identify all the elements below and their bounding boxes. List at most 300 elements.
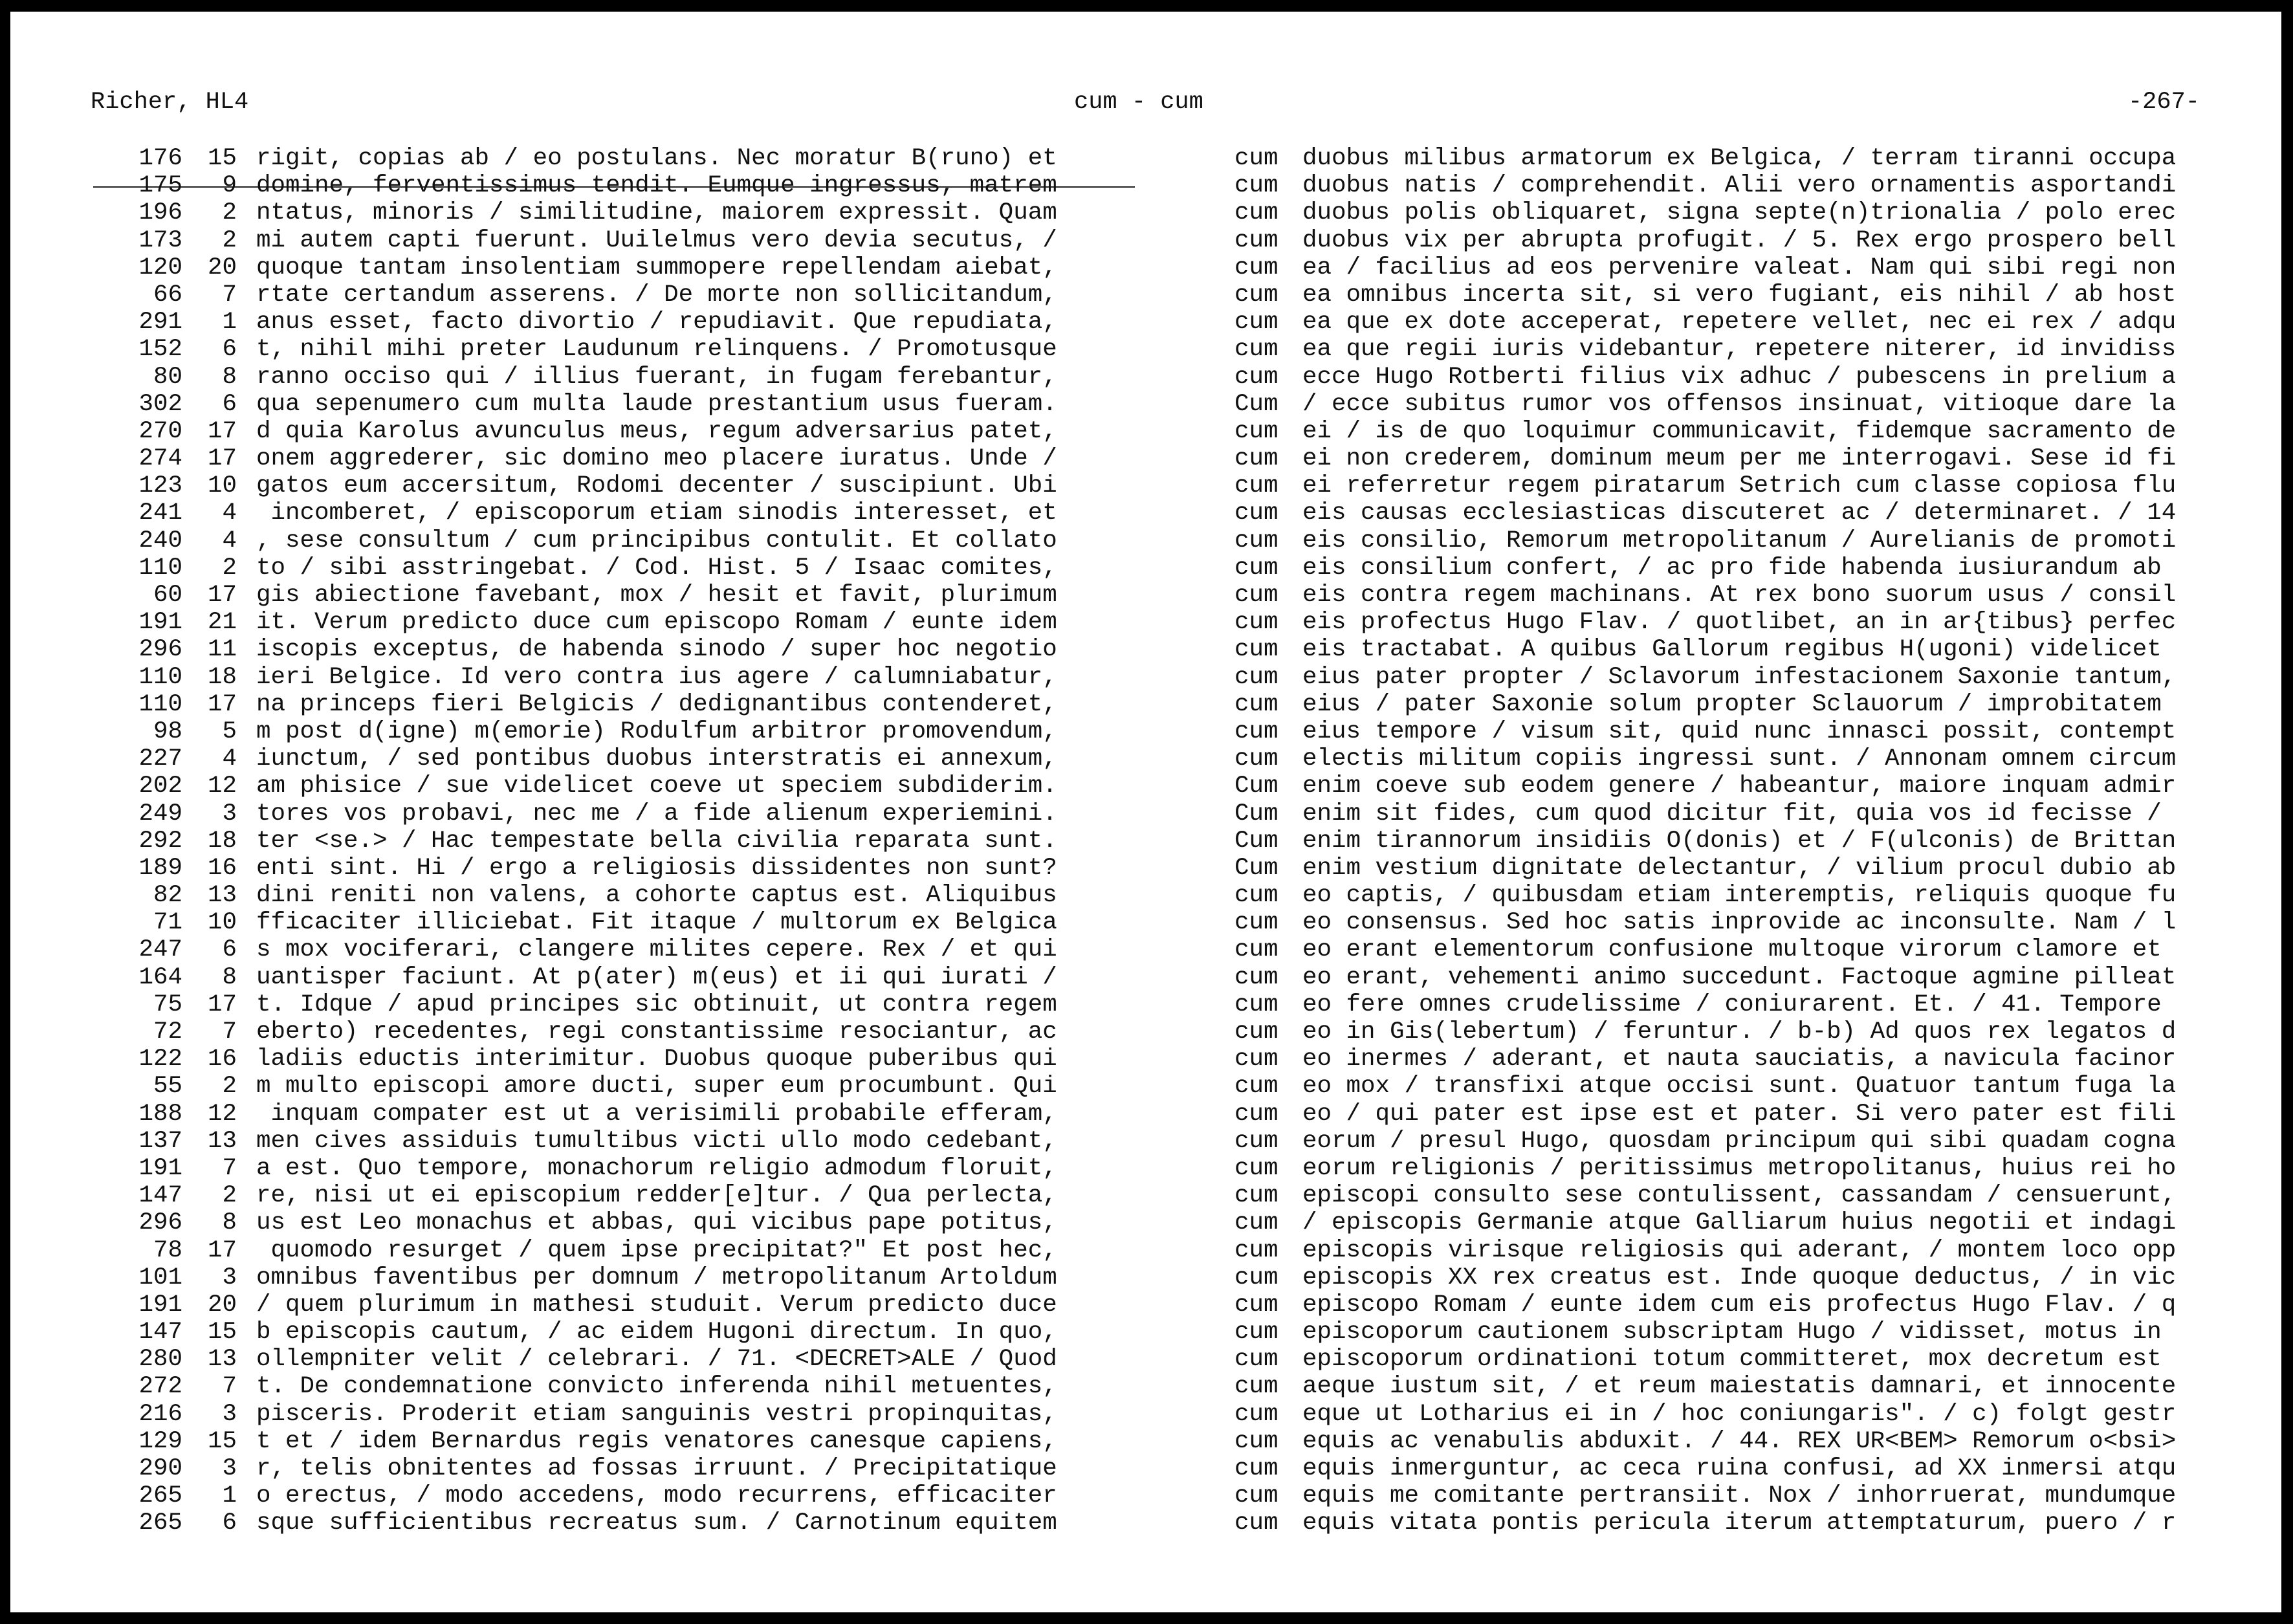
page-number-ref: 241 (138, 499, 182, 527)
left-context: men cives assiduis tumultibus victi ullo modo cedebant, (256, 1127, 1057, 1155)
left-context: o erectus, / modo accedens, modo recurrens, efficaciter (256, 1482, 1057, 1510)
keyword: cum (1234, 1018, 1278, 1046)
page-number-ref: 296 (138, 1209, 182, 1237)
right-context: electis militum copiis ingressi sunt. / Annonam omnem circum (1302, 745, 2177, 773)
left-context: uantisper faciunt. At p(ater) m(eus) et ii qui iurati / (256, 963, 1057, 991)
line-number-ref: 3 (222, 800, 237, 828)
right-context: eius pater propter / Sclavorum infestacionem Saxonie tantum, (1302, 663, 2177, 691)
left-context: ter <se.> / Hac tempestate bella civilia reparata sunt. (256, 827, 1057, 855)
concordance-row (10, 1428, 2281, 1455)
line-number-ref: 17 (207, 690, 237, 718)
right-context: eis profectus Hugo Flav. / quotlibet, an in ar{tibus} perfec (1302, 609, 2177, 637)
right-context: eo / qui pater est ipse est et pater. Si vero pater est fili (1302, 1100, 2177, 1128)
keyword: cum (1234, 1127, 1278, 1155)
left-context: anus esset, facto divortio / repudiavit. Que repudiata, (256, 309, 1057, 336)
keyword: cum (1234, 936, 1278, 964)
right-context: eo erant, vehementi animo succedunt. Factoque agmine pilleat (1302, 963, 2177, 991)
keyword: cum (1234, 1264, 1278, 1291)
right-context: ei / is de quo loquimur communicavit, fidemque sacramento de (1302, 417, 2177, 445)
right-context: eo mox / transfixi atque occisi sunt. Quatuor tantum fuga la (1302, 1073, 2177, 1101)
right-context: eo in Gis(lebertum) / feruntur. / b-b) Ad quos rex legatos d (1302, 1018, 2177, 1046)
right-context: aeque iustum sit, / et reum maiestatis damnari, et innocente (1302, 1373, 2177, 1401)
right-context: eis consilium confert, / ac pro fide habenda iusiurandum ab (1302, 554, 2162, 582)
page-number-ref: 122 (138, 1046, 182, 1073)
concordance-row (10, 1018, 2281, 1046)
line-number-ref: 1 (222, 1482, 237, 1510)
line-number-ref: 8 (222, 963, 237, 991)
left-context: t, nihil mihi preter Laudunum relinquens. / Promotusque (256, 336, 1057, 364)
concordance-row (10, 1101, 2281, 1128)
keyword: cum (1234, 1319, 1278, 1346)
left-context: b episcopis cautum, / ac eidem Hugoni directum. In quo, (256, 1319, 1057, 1346)
right-context: eis tractabat. A quibus Gallorum regibus H(ugoni) videlicet (1302, 636, 2162, 664)
left-context: quoque tantam insolentiam summopere repellendam aiebat, (256, 254, 1057, 281)
concordance-row (10, 1401, 2281, 1428)
page-number-ref: 98 (153, 718, 182, 745)
keyword: Cum (1234, 827, 1278, 855)
page-number-ref: 110 (138, 690, 182, 718)
keyword: cum (1234, 582, 1278, 609)
keyword: cum (1234, 718, 1278, 745)
left-context: ranno occiso qui / illius fuerant, in fugam ferebantur, (256, 363, 1057, 391)
right-context: equis inmerguntur, ac ceca ruina confusi, ad XX inmersi atqu (1302, 1455, 2177, 1482)
page-number-ref: 120 (138, 254, 182, 281)
concordance-row (10, 418, 2281, 445)
line-number-ref: 20 (207, 1291, 237, 1319)
concordance-row (10, 254, 2281, 281)
keyword: cum (1234, 472, 1278, 500)
left-context: rigit, copias ab / eo postulans. Nec moratur B(runo) et (256, 145, 1057, 172)
page-number-ref: 101 (138, 1264, 182, 1291)
concordance-row (10, 391, 2281, 418)
concordance-row (10, 554, 2281, 582)
left-context: am phisice / sue videlicet coeve ut speciem subdiderim. (256, 773, 1057, 800)
line-number-ref: 10 (207, 472, 237, 500)
line-number-ref: 10 (207, 909, 237, 937)
left-context: incomberet, / episcoporum etiam sinodis interesset, et (256, 499, 1057, 527)
right-context: duobus vix per abrupta profugit. / 5. Rex ergo prospero bell (1302, 226, 2177, 254)
concordance-row (10, 1237, 2281, 1264)
keyword: cum (1234, 636, 1278, 664)
keyword: Cum (1234, 390, 1278, 418)
keyword: cum (1234, 663, 1278, 691)
right-context: ecce Hugo Rotberti filius vix adhuc / pubescens in prelium a (1302, 363, 2177, 391)
concordance-row (10, 855, 2281, 882)
line-number-ref: 2 (222, 1073, 237, 1101)
right-context: eis causas ecclesiasticas discuteret ac / determinaret. / 14 (1302, 499, 2177, 527)
left-context: tores vos probavi, nec me / a fide alienum experiemini. (256, 800, 1057, 828)
line-number-ref: 9 (222, 172, 237, 200)
left-context: iunctum, / sed pontibus duobus interstratis ei annexum, (256, 745, 1057, 773)
line-number-ref: 17 (207, 445, 237, 473)
keyword: cum (1234, 1291, 1278, 1319)
page-number-ref: 66 (153, 281, 182, 309)
concordance-row (10, 582, 2281, 609)
left-context: enti sint. Hi / ergo a religiosis dissidentes non sunt? (256, 854, 1057, 882)
keyword: cum (1234, 554, 1278, 582)
page-number-ref: 152 (138, 336, 182, 364)
page-number-ref: 129 (138, 1427, 182, 1455)
page-number-ref: 173 (138, 226, 182, 254)
keyword: cum (1234, 1209, 1278, 1237)
right-context: eo captis, / quibusdam etiam interemptis, reliquis quoque fu (1302, 882, 2177, 910)
left-context: re, nisi ut ei episcopium redder[e]tur. / Qua perlecta, (256, 1182, 1057, 1210)
keyword: Cum (1234, 773, 1278, 800)
keyword: Cum (1234, 800, 1278, 828)
page-number-ref: 292 (138, 827, 182, 855)
left-context: t et / idem Bernardus regis venatores canesque capiens, (256, 1427, 1057, 1455)
left-context: iscopis exceptus, de habenda sinodo / super hoc negotio (256, 636, 1057, 664)
keyword: cum (1234, 226, 1278, 254)
keyword: cum (1234, 527, 1278, 554)
source-title: Richer, HL4 (91, 89, 249, 116)
concordance-row (10, 364, 2281, 391)
right-context: enim tirannorum insidiis O(donis) et / F(ulconis) de Brittan (1302, 827, 2177, 855)
line-number-ref: 20 (207, 254, 237, 281)
line-number-ref: 1 (222, 309, 237, 336)
line-number-ref: 17 (207, 991, 237, 1018)
keyword: cum (1234, 963, 1278, 991)
right-context: duobus milibus armatorum ex Belgica, / terram tiranni occupa (1302, 145, 2177, 172)
page-number-ref: 249 (138, 800, 182, 828)
keyword: cum (1234, 1346, 1278, 1374)
page-number-ref: 227 (138, 745, 182, 773)
left-context: gatos eum accersitum, Rodomi decenter / suscipiunt. Ubi (256, 472, 1057, 500)
line-number-ref: 5 (222, 718, 237, 745)
line-number-ref: 13 (207, 1346, 237, 1374)
page-number-ref: 110 (138, 663, 182, 691)
line-number-ref: 16 (207, 1046, 237, 1073)
keyword: cum (1234, 499, 1278, 527)
keyword: cum (1234, 145, 1278, 172)
line-number-ref: 17 (207, 1236, 237, 1264)
page-number-ref: 147 (138, 1182, 182, 1210)
line-number-ref: 4 (222, 527, 237, 554)
concordance-row (10, 227, 2281, 254)
concordance-row (10, 1209, 2281, 1236)
page-number-ref: 176 (138, 145, 182, 172)
concordance-page (10, 12, 2281, 1612)
concordance-row (10, 199, 2281, 226)
concordance-row (10, 636, 2281, 663)
concordance-row (10, 1182, 2281, 1209)
keyword: cum (1234, 199, 1278, 227)
keyword: cum (1234, 690, 1278, 718)
left-context: it. Verum predicto duce cum episcopo Romam / eunte idem (256, 609, 1057, 637)
page-number-ref: 175 (138, 172, 182, 200)
keyword: cum (1234, 1236, 1278, 1264)
line-number-ref: 13 (207, 882, 237, 910)
page-number-ref: 80 (153, 363, 182, 391)
right-context: equis me comitante pertransiit. Nox / inhorruerat, mundumque (1302, 1482, 2177, 1510)
left-context: dini reniti non valens, a cohorte captus est. Aliquibus (256, 882, 1057, 910)
keyword: cum (1234, 309, 1278, 336)
left-context: m multo episcopi amore ducti, super eum procumbunt. Qui (256, 1073, 1057, 1101)
page-number-ref: 60 (153, 582, 182, 609)
left-context: quomodo resurget / quem ipse precipitat?" Et post hec, (256, 1236, 1057, 1264)
keyword: cum (1234, 1100, 1278, 1128)
concordance-row (10, 172, 2281, 199)
concordance-row (10, 445, 2281, 472)
line-number-ref: 8 (222, 1209, 237, 1237)
keyword: cum (1234, 1182, 1278, 1210)
concordance-row (10, 472, 2281, 499)
keyword: cum (1234, 1373, 1278, 1401)
page-number-ref: 290 (138, 1455, 182, 1482)
page-number-ref: 296 (138, 636, 182, 664)
line-number-ref: 3 (222, 1400, 237, 1428)
concordance-row (10, 145, 2281, 172)
left-context: a est. Quo tempore, monachorum religio admodum floruit, (256, 1154, 1057, 1182)
line-number-ref: 3 (222, 1264, 237, 1291)
page-number-ref: 188 (138, 1100, 182, 1128)
page-number-ref: 71 (153, 909, 182, 937)
page-number-ref: 137 (138, 1127, 182, 1155)
keyword: cum (1234, 909, 1278, 937)
line-number-ref: 6 (222, 1509, 237, 1537)
right-context: eorum / presul Hugo, quosdam principum qui sibi quadam cogna (1302, 1127, 2177, 1155)
keyword: cum (1234, 882, 1278, 910)
concordance-row (10, 909, 2281, 936)
right-context: enim vestium dignitate delectantur, / vilium procul dubio ab (1302, 854, 2177, 882)
right-context: eis contra regem machinans. At rex bono suorum usus / consil (1302, 582, 2177, 609)
keyword: cum (1234, 745, 1278, 773)
right-context: episcopi consulto sese contulissent, cassandam / censuerunt, (1302, 1182, 2177, 1210)
line-number-ref: 12 (207, 1100, 237, 1128)
right-context: ei referretur regem piratarum Setrich cum classe copiosa flu (1302, 472, 2177, 500)
keyword: cum (1234, 1482, 1278, 1510)
page-number-ref: 72 (153, 1018, 182, 1046)
right-context: equis ac venabulis abduxit. / 44. REX UR<BEM> Remorum o<bsi> (1302, 1427, 2177, 1455)
concordance-row (10, 691, 2281, 718)
line-number-ref: 7 (222, 1373, 237, 1401)
line-number-ref: 18 (207, 827, 237, 855)
line-number-ref: 7 (222, 1018, 237, 1046)
keyword: cum (1234, 1455, 1278, 1482)
concordance-row (10, 281, 2281, 309)
left-context: inquam compater est ut a verisimili probabile efferam, (256, 1100, 1057, 1128)
left-context: / quem plurimum in mathesi studuit. Verum predicto duce (256, 1291, 1057, 1319)
line-number-ref: 6 (222, 390, 237, 418)
left-context: omnibus faventibus per domnum / metropolitanum Artoldum (256, 1264, 1057, 1291)
right-context: episcopo Romam / eunte idem cum eis profectus Hugo Flav. / q (1302, 1291, 2177, 1319)
right-context: / episcopis Germanie atque Galliarum huius negotii et indagi (1302, 1209, 2177, 1237)
keyword: cum (1234, 445, 1278, 473)
right-context: duobus natis / comprehendit. Alii vero ornamentis asportandi (1302, 172, 2177, 200)
page-number-ref: 78 (153, 1236, 182, 1264)
concordance-row (10, 800, 2281, 828)
left-context: fficaciter illiciebat. Fit itaque / multorum ex Belgica (256, 909, 1057, 937)
page-number-ref: 123 (138, 472, 182, 500)
page-number-ref: 75 (153, 991, 182, 1018)
left-context: d quia Karolus avunculus meus, regum adversarius patet, (256, 417, 1057, 445)
keyword: cum (1234, 281, 1278, 309)
concordance-row (10, 991, 2281, 1018)
left-context: ieri Belgice. Id vero contra ius agere / calumniabatur, (256, 663, 1057, 691)
left-context: gis abiectione favebant, mox / hesit et favit, plurimum (256, 582, 1057, 609)
keyword: cum (1234, 609, 1278, 637)
keyword: cum (1234, 254, 1278, 281)
line-number-ref: 15 (207, 1427, 237, 1455)
keyword: Cum (1234, 854, 1278, 882)
line-number-ref: 7 (222, 1154, 237, 1182)
right-context: eorum religionis / peritissimus metropolitanus, huius rei ho (1302, 1154, 2177, 1182)
concordance-row (10, 936, 2281, 963)
line-number-ref: 2 (222, 199, 237, 227)
concordance-row (10, 1128, 2281, 1155)
page-number-ref: 196 (138, 199, 182, 227)
page-number-ref: 82 (153, 882, 182, 910)
line-number-ref: 11 (207, 636, 237, 664)
line-number-ref: 17 (207, 582, 237, 609)
right-context: equis vitata pontis pericula iterum attemptaturum, puero / r (1302, 1509, 2177, 1537)
page-number-ref: 191 (138, 1291, 182, 1319)
line-number-ref: 2 (222, 226, 237, 254)
left-context: eberto) recedentes, regi constantissime resociantur, ac (256, 1018, 1057, 1046)
left-context: s mox vociferari, clangere milites cepere. Rex / et qui (256, 936, 1057, 964)
concordance-list (10, 145, 2281, 1537)
keyword: cum (1234, 1154, 1278, 1182)
concordance-row (10, 1264, 2281, 1291)
page-number-ref: 274 (138, 445, 182, 473)
line-number-ref: 12 (207, 773, 237, 800)
page-number-ref: 280 (138, 1346, 182, 1374)
right-context: episcoporum ordinationi totum committeret, mox decretum est (1302, 1346, 2162, 1374)
page-number-ref: 291 (138, 309, 182, 336)
right-context: eius tempore / visum sit, quid nunc innasci possit, contempt (1302, 718, 2177, 745)
page-number-ref: 191 (138, 1154, 182, 1182)
left-context: domine, ferventissimus tendit. Eumque ingressus, matrem (256, 172, 1057, 200)
concordance-row (10, 609, 2281, 636)
page-number-ref: 110 (138, 554, 182, 582)
page-number-ref: 55 (153, 1073, 182, 1101)
page-number-ref: 147 (138, 1319, 182, 1346)
left-context: m post d(igne) m(emorie) Rodulfum arbitror promovendum, (256, 718, 1057, 745)
right-context: ea / facilius ad eos pervenire valeat. Nam qui sibi regi non (1302, 254, 2177, 281)
keyword: cum (1234, 1073, 1278, 1101)
keyword: cum (1234, 1509, 1278, 1537)
right-context: ea que regii iuris videbantur, repetere niterer, id invidiss (1302, 336, 2177, 364)
page-number-ref: 189 (138, 854, 182, 882)
concordance-row (10, 1073, 2281, 1100)
concordance-row (10, 718, 2281, 745)
left-context: sque sufficientibus recreatus sum. / Carnotinum equitem (256, 1509, 1057, 1537)
line-number-ref: 7 (222, 281, 237, 309)
right-context: eo inermes / aderant, et nauta sauciatis, a navicula facinor (1302, 1046, 2177, 1073)
right-context: enim sit fides, cum quod dicitur fit, quia vos id fecisse / (1302, 800, 2162, 828)
keyword: cum (1234, 363, 1278, 391)
left-context: na princeps fieri Belgicis / dedignantibus contenderet, (256, 690, 1057, 718)
left-context: mi autem capti fuerunt. Uuilelmus vero devia secutus, / (256, 226, 1057, 254)
right-context: eius / pater Saxonie solum propter Sclauorum / improbitatem (1302, 690, 2162, 718)
right-context: eis consilio, Remorum metropolitanum / Aurelianis de promoti (1302, 527, 2177, 554)
left-context: t. De condemnatione convicto inferenda nihil metuentes, (256, 1373, 1057, 1401)
right-context: eque ut Lotharius ei in / hoc coniungaris". / c) folgt gestr (1302, 1400, 2177, 1428)
left-context: r, telis obnitentes ad fossas irruunt. / Precipitatique (256, 1455, 1057, 1482)
line-number-ref: 3 (222, 1455, 237, 1482)
concordance-row (10, 527, 2281, 554)
left-context: ladiis eductis interimitur. Duobus quoque puberibus qui (256, 1046, 1057, 1073)
line-number-ref: 4 (222, 745, 237, 773)
concordance-row (10, 1046, 2281, 1073)
keyword: cum (1234, 336, 1278, 364)
page-number-ref: 216 (138, 1400, 182, 1428)
page-number-ref: 191 (138, 609, 182, 637)
concordance-row (10, 828, 2281, 855)
left-context: qua sepenumero cum multa laude prestantium usus fueram. (256, 390, 1057, 418)
line-number-ref: 18 (207, 663, 237, 691)
concordance-row (10, 1455, 2281, 1482)
keyword: cum (1234, 417, 1278, 445)
line-number-ref: 15 (207, 1319, 237, 1346)
right-context: duobus polis obliquaret, signa septe(n)trionalia / polo erec (1302, 199, 2177, 227)
concordance-row (10, 1319, 2281, 1346)
concordance-row (10, 336, 2281, 363)
page-number-ref: 164 (138, 963, 182, 991)
page-number-ref: 247 (138, 936, 182, 964)
line-number-ref: 15 (207, 145, 237, 172)
right-context: ei non crederem, dominum meum per me interrogavi. Sese id fi (1302, 445, 2177, 473)
line-number-ref: 6 (222, 936, 237, 964)
left-context: , sese consultum / cum principibus contulit. Et collato (256, 527, 1057, 554)
left-context: t. Idque / apud principes sic obtinuit, ut contra regem (256, 991, 1057, 1018)
keyword: cum (1234, 172, 1278, 200)
right-context: episcopis virisque religiosis qui aderant, / montem loco opp (1302, 1236, 2177, 1264)
page-number-ref: 202 (138, 773, 182, 800)
right-context: episcoporum cautionem subscriptam Hugo / vidisset, motus in (1302, 1319, 2162, 1346)
line-number-ref: 8 (222, 363, 237, 391)
right-context: enim coeve sub eodem genere / habeantur, maiore inquam admir (1302, 773, 2177, 800)
concordance-row (10, 1482, 2281, 1509)
keyword: cum (1234, 991, 1278, 1018)
left-context: onem aggrederer, sic domino meo placere iuratus. Unde / (256, 445, 1057, 473)
line-number-ref: 2 (222, 1182, 237, 1210)
line-number-ref: 21 (207, 609, 237, 637)
page-number-ref: 302 (138, 390, 182, 418)
concordance-row (10, 499, 2281, 527)
concordance-row (10, 1155, 2281, 1182)
page-number-ref: 265 (138, 1482, 182, 1510)
line-number-ref: 2 (222, 554, 237, 582)
concordance-row (10, 309, 2281, 336)
concordance-row (10, 1291, 2281, 1319)
page-number-ref: 240 (138, 527, 182, 554)
line-number-ref: 13 (207, 1127, 237, 1155)
left-context: us est Leo monachus et abbas, qui vicibus pape potitus, (256, 1209, 1057, 1237)
concordance-row (10, 1373, 2281, 1400)
concordance-row (10, 745, 2281, 773)
concordance-row (10, 1509, 2281, 1537)
line-number-ref: 17 (207, 417, 237, 445)
concordance-row (10, 773, 2281, 800)
line-number-ref: 16 (207, 854, 237, 882)
page-number-ref: 265 (138, 1509, 182, 1537)
concordance-row (10, 964, 2281, 991)
left-context: ollempniter velit / celebrari. / 71. <DECRET>ALE / Quod (256, 1346, 1057, 1374)
keyword-range: cum - cum (1074, 89, 1203, 116)
left-context: rtate certandum asserens. / De morte non sollicitandum, (256, 281, 1057, 309)
right-context: ea que ex dote acceperat, repetere vellet, nec ei rex / adqu (1302, 309, 2177, 336)
page-number: -267- (2127, 89, 2200, 116)
keyword: cum (1234, 1427, 1278, 1455)
keyword: cum (1234, 1400, 1278, 1428)
right-context: eo erant elementorum confusione multoque virorum clamore et (1302, 936, 2162, 964)
concordance-row (10, 664, 2281, 691)
left-context: ntatus, minoris / similitudine, maiorem expressit. Quam (256, 199, 1057, 227)
concordance-row (10, 882, 2281, 909)
concordance-row (10, 1346, 2281, 1373)
right-context: / ecce subitus rumor vos offensos insinuat, vitioque dare la (1302, 390, 2177, 418)
